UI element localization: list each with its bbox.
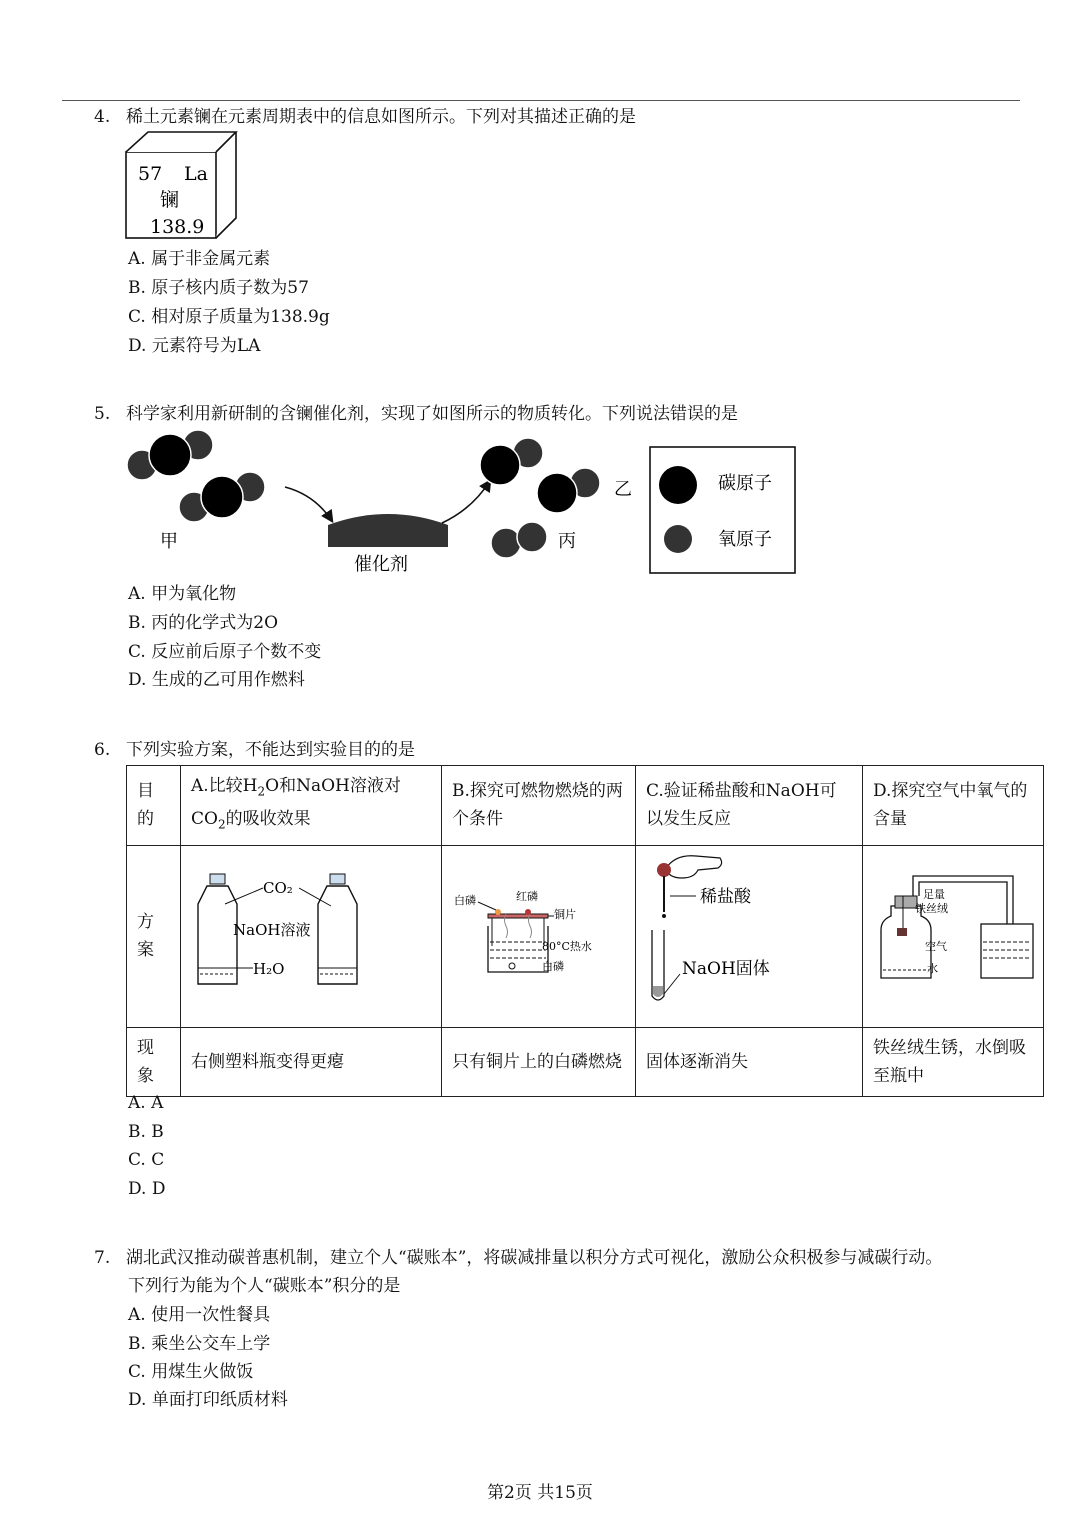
label-naoh-solution: NaOH溶液 xyxy=(233,920,311,939)
yi-molecule-1 xyxy=(480,438,543,485)
row-head-plan: 方案 xyxy=(127,845,181,1027)
question-4-text: 稀土元素镧在元素周期表中的信息如图所示。下列对其描述正确的是 xyxy=(126,107,636,127)
experiment-table xyxy=(126,765,1044,1097)
q4-option-d: D. 元素符号为LA xyxy=(128,336,261,356)
label-yi: 乙 xyxy=(614,479,632,500)
reaction-diagram xyxy=(120,425,810,580)
label-steel-wool: 铁丝绒 xyxy=(915,901,948,915)
arrow-in xyxy=(285,487,332,521)
dropper-bulb xyxy=(657,863,671,877)
header-rule xyxy=(62,100,1020,101)
question-6 xyxy=(94,736,415,765)
question-5-number: 5. xyxy=(94,404,111,424)
q5-option-a: A. 甲为氧化物 xyxy=(128,584,237,604)
question-6-number: 6. xyxy=(94,740,111,760)
purpose-c: C.验证稀盐酸和NaOH可以发生反应 xyxy=(636,766,863,846)
q4-option-b: B. 原子核内质子数为57 xyxy=(128,278,309,298)
jia-molecule-1 xyxy=(127,430,213,480)
question-6-text: 下列实验方案，不能达到实验目的的是 xyxy=(126,740,415,760)
label-dilute-hcl: 稀盐酸 xyxy=(700,886,751,907)
arrow-out xyxy=(442,481,490,523)
question-4 xyxy=(94,103,636,132)
phenomenon-a: 右侧塑料瓶变得更瘪 xyxy=(181,1027,442,1096)
phenomenon-d: 铁丝绒生锈，水倒吸至瓶中 xyxy=(863,1027,1044,1096)
q5-option-d: D. 生成的乙可用作燃料 xyxy=(128,670,305,690)
jia-molecule-2 xyxy=(179,472,265,522)
q6-option-b: B. B xyxy=(128,1122,164,1142)
table-row-purpose xyxy=(127,766,1044,846)
label-copper: 铜片 xyxy=(554,907,576,921)
label-white-phosphorus-top: 白磷 xyxy=(454,893,476,907)
question-7 xyxy=(94,1244,942,1273)
plan-c-figure xyxy=(636,846,862,1018)
q7-option-d: D. 单面打印纸质材料 xyxy=(128,1390,288,1410)
label-naoh-solid: NaOH固体 xyxy=(682,958,770,979)
yi-molecule-2 xyxy=(537,468,600,513)
element-symbol: La xyxy=(184,163,208,185)
phenomenon-c: 固体逐渐消失 xyxy=(636,1027,863,1096)
row-head-purpose: 目的 xyxy=(127,766,181,846)
q4-option-c: C. 相对原子质量为138.9g xyxy=(128,307,330,327)
stopper xyxy=(895,896,917,908)
bottle-left xyxy=(198,886,237,984)
element-name: 镧 xyxy=(160,189,180,211)
label-catalyst: 催化剂 xyxy=(354,554,408,575)
label-white-phosphorus-bottom: 白磷 xyxy=(542,959,564,973)
plan-a-figure xyxy=(181,846,439,1018)
legend-oxygen-dot xyxy=(664,525,692,553)
question-7-number: 7. xyxy=(94,1248,111,1268)
plan-d-figure xyxy=(863,846,1043,1018)
purpose-a: A.比较$H_2O$和NaOH溶液对$CO_2$的吸收效果 xyxy=(181,766,442,846)
legend-box xyxy=(650,447,795,573)
flask xyxy=(881,906,931,978)
label-water: 水 xyxy=(927,961,938,975)
plan-b-figure xyxy=(442,846,634,1018)
question-7-text: 湖北武汉推动碳普惠机制，建立个人“碳账本”，将碳减排量以积分方式可视化，激励公众积极参与减碳行动。 xyxy=(126,1248,943,1268)
q5-option-b: B. 丙的化学式为2O xyxy=(128,613,279,633)
label-co2: CO₂ xyxy=(263,878,293,897)
label-bing: 丙 xyxy=(558,531,576,552)
purpose-d: D.探究空气中氧气的含量 xyxy=(863,766,1044,846)
label-jia: 甲 xyxy=(160,531,178,552)
label-h2o: H₂O xyxy=(253,959,285,978)
question-4-number: 4. xyxy=(94,107,111,127)
legend-carbon-dot xyxy=(659,466,697,504)
table-row-plan xyxy=(127,845,1044,1027)
legend-oxygen: 氧原子 xyxy=(718,529,772,550)
catalyst-shape xyxy=(328,514,448,547)
beaker xyxy=(488,926,548,972)
question-5-text: 科学家利用新研制的含镧催化剂，实现了如图所示的物质转化。下列说法错误的是 xyxy=(126,404,738,424)
q6-option-a: A. A xyxy=(128,1093,164,1113)
q7-option-c: C. 用煤生火做饭 xyxy=(128,1362,254,1382)
plan-a xyxy=(181,845,442,1027)
q6-option-d: D. D xyxy=(128,1179,166,1199)
label-enough: 足量 xyxy=(923,887,945,901)
hand xyxy=(666,856,722,878)
label-hot-water: 80°C热水 xyxy=(542,939,592,953)
bottle-cap-right xyxy=(330,874,345,884)
element-atomic-number: 57 xyxy=(138,163,163,185)
q7-option-a: A. 使用一次性餐具 xyxy=(128,1305,271,1325)
plan-d xyxy=(863,845,1044,1027)
question-7-text-2: 下列行为能为个人“碳账本”积分的是 xyxy=(128,1276,401,1296)
page-footer: 第2页 共15页 xyxy=(487,1483,593,1503)
label-air: 空气 xyxy=(925,939,947,953)
row-head-phenomenon: 现象 xyxy=(127,1027,181,1096)
water-trough xyxy=(981,924,1033,978)
bottle-right xyxy=(318,886,357,984)
legend-carbon: 碳原子 xyxy=(718,473,772,494)
plan-c xyxy=(636,845,863,1027)
element-mass: 138.9 xyxy=(150,216,205,238)
element-card-figure xyxy=(124,130,240,242)
table-row-phenomenon xyxy=(127,1027,1044,1096)
phenomenon-b: 只有铜片上的白磷燃烧 xyxy=(442,1027,636,1096)
plan-b xyxy=(442,845,636,1027)
bottle-cap-left xyxy=(210,874,225,884)
q5-option-c: C. 反应前后原子个数不变 xyxy=(128,642,322,662)
label-red-phosphorus: 红磷 xyxy=(516,889,538,903)
q6-option-c: C. C xyxy=(128,1150,165,1170)
q7-option-b: B. 乘坐公交车上学 xyxy=(128,1334,271,1354)
bing-molecule xyxy=(491,522,547,558)
q4-option-a: A. 属于非金属元素 xyxy=(128,249,271,269)
purpose-b: B.探究可燃物燃烧的两个条件 xyxy=(442,766,636,846)
